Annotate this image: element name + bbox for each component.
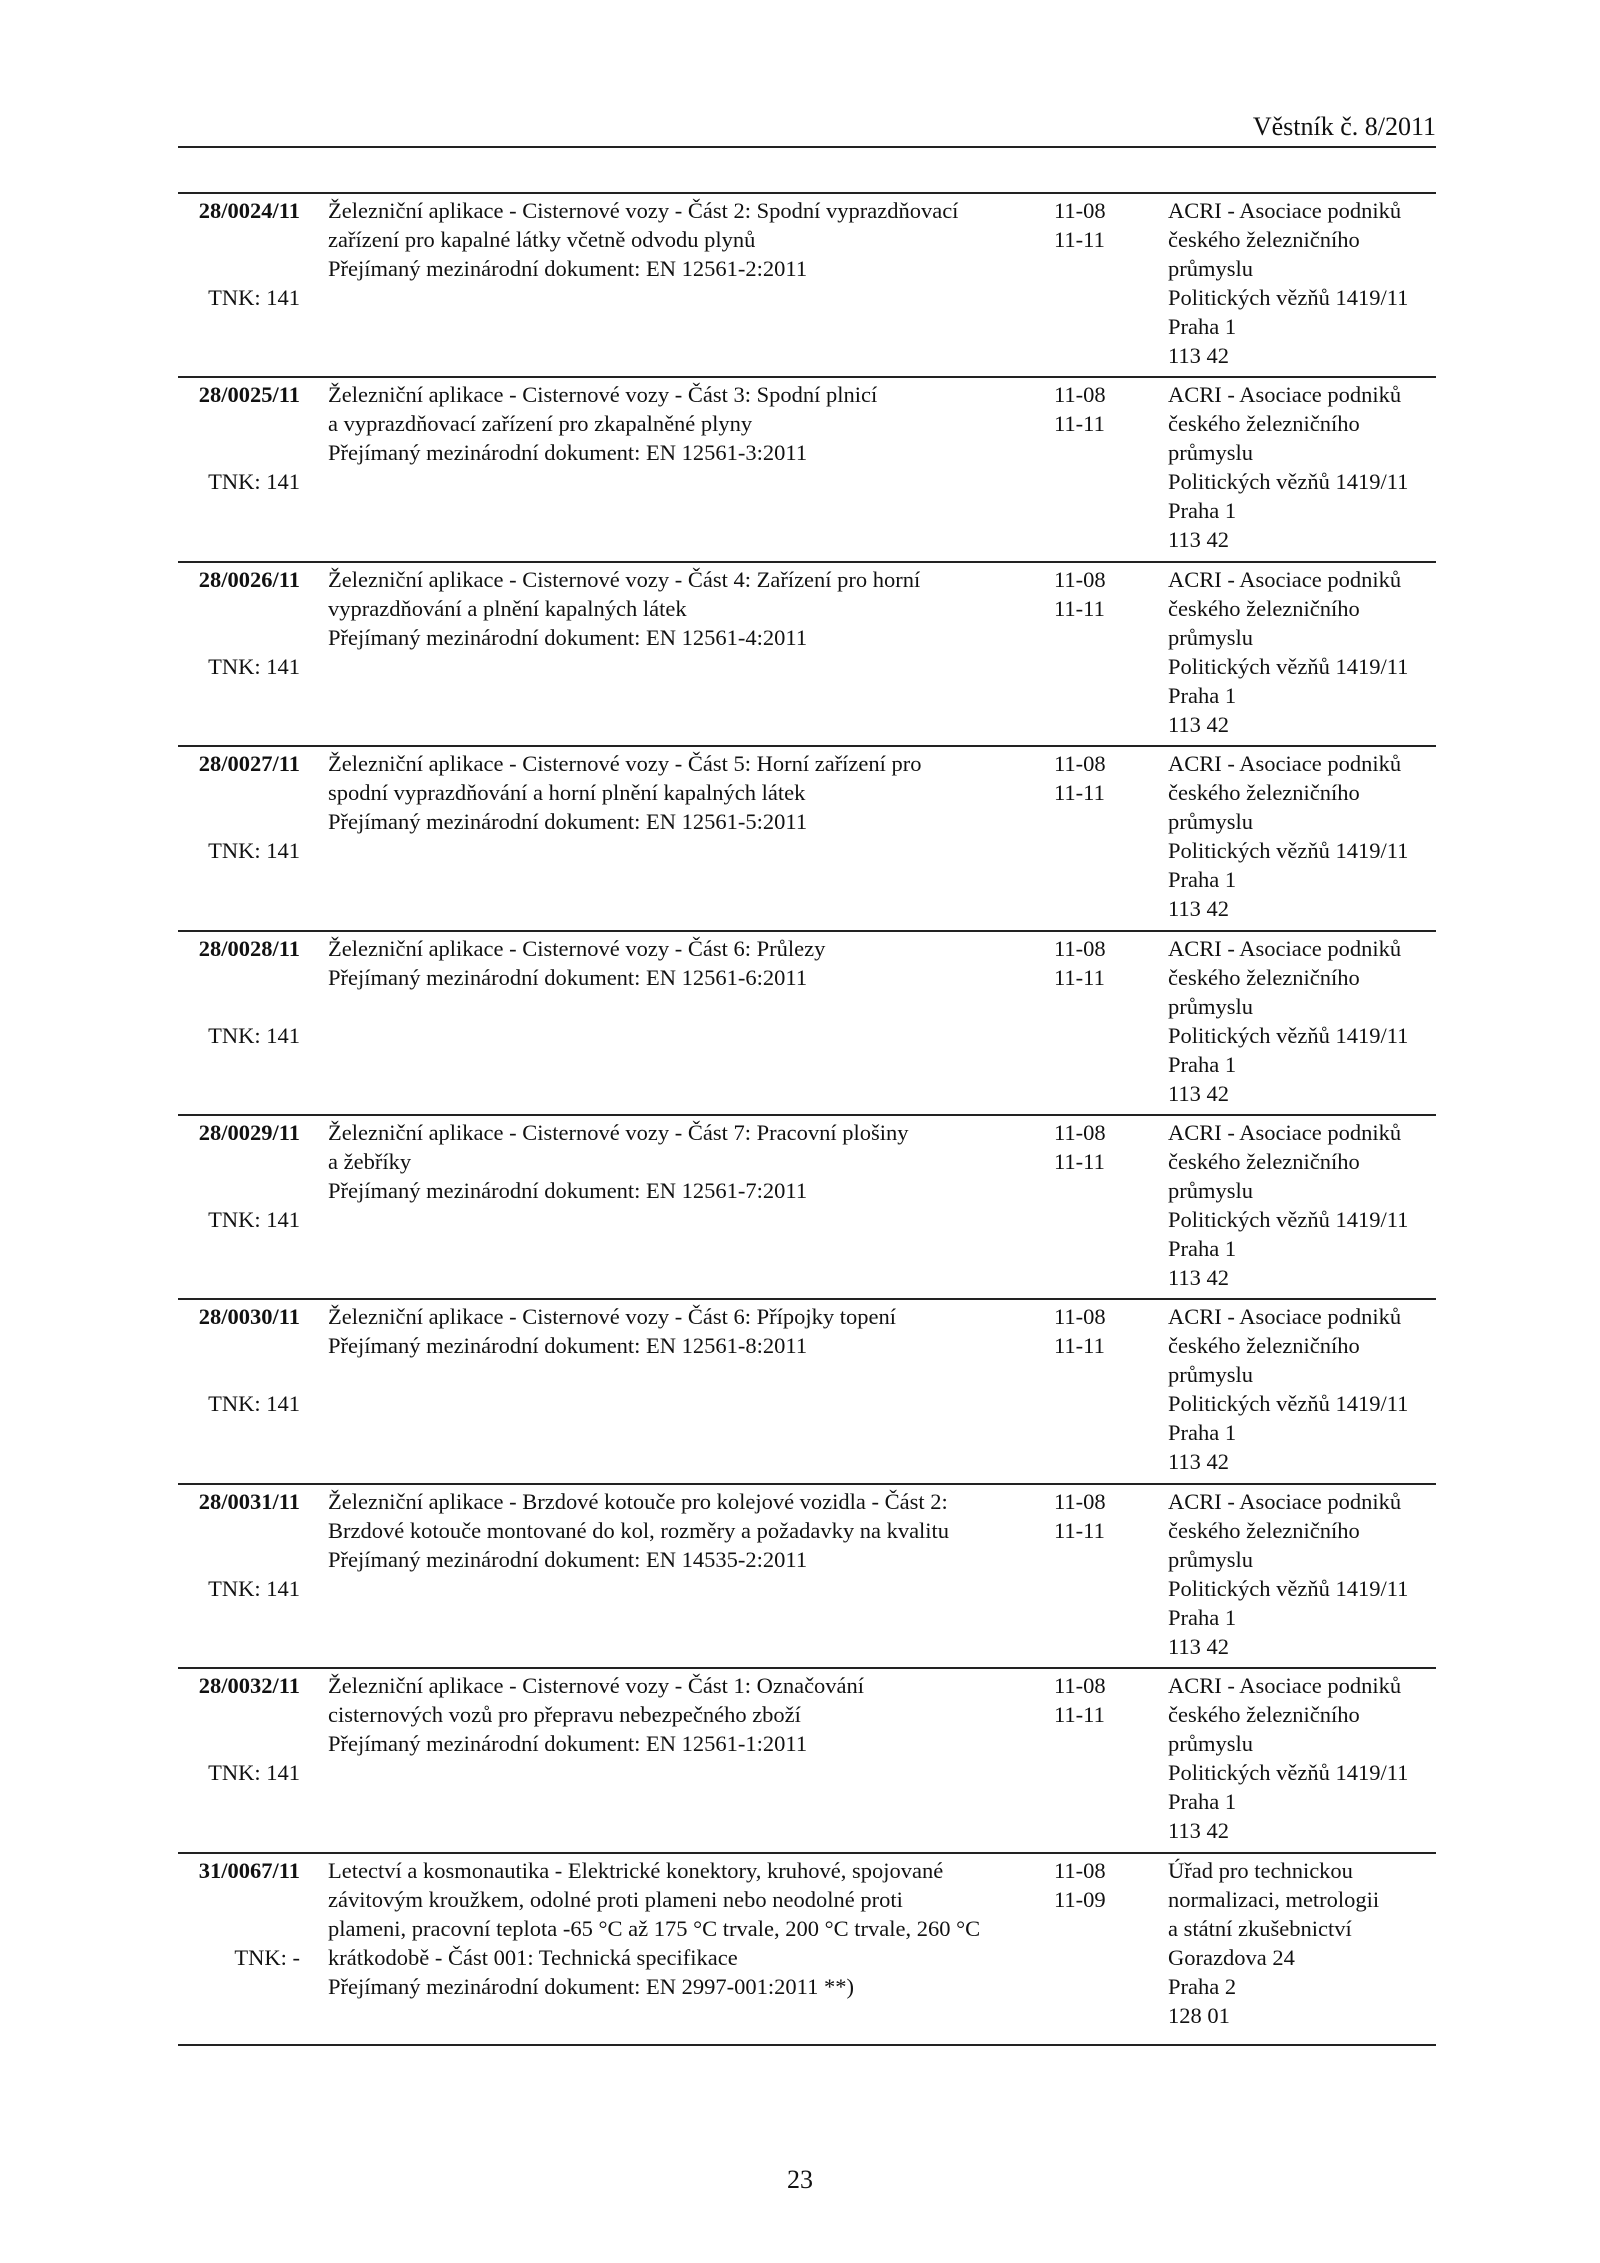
entry-date: 11-08 [1054,566,1106,592]
entry-dates-cell [1054,1302,1154,1360]
entry-address-line: a státní zkušebnictví [1168,1915,1352,1941]
entry-dates-cell [1054,380,1154,438]
table-row [178,1485,1436,1669]
entry-address-cell [1168,934,1438,1108]
entry-address-line: Úřad pro technickou [1168,1857,1353,1883]
entry-date: 11-11 [1054,595,1105,621]
entry-tnk: TNK: 141 [208,1760,300,1786]
entry-address-line: průmyslu [1168,1177,1254,1203]
entry-tnk: TNK: 141 [208,1206,300,1232]
entry-address-line: 113 42 [1168,527,1230,553]
entry-address-line: ACRI - Asociace podniků [1168,1304,1402,1330]
entry-date: 11-11 [1054,1148,1105,1174]
entry-title-line: Železniční aplikace - Cisternové vozy - Část 6: Přípojky topení [328,1304,896,1330]
entry-address-line: 128 01 [1168,2002,1230,2028]
entry-title-line: spodní vyprazdňování a horní plnění kapalných látek [328,780,806,806]
entry-address-line: Politických vězňů 1419/11 [1168,1022,1409,1048]
entry-dates-cell [1054,1487,1154,1545]
entry-date: 11-08 [1054,751,1106,777]
entry-address-cell [1168,1487,1438,1661]
entry-id-cell [178,380,300,496]
entry-tnk: TNK: 141 [208,653,300,679]
entry-dates-cell [1054,1118,1154,1176]
entry-address-cell [1168,380,1438,554]
entry-address-line: průmyslu [1168,440,1254,466]
entry-address-line: průmyslu [1168,993,1254,1019]
table-row [178,378,1436,562]
entry-title-line: Brzdové kotouče montované do kol, rozměry a požadavky na kvalitu [328,1517,950,1543]
entry-address-line: průmyslu [1168,1731,1254,1757]
entry-tnk: TNK: 141 [208,469,300,495]
entry-date: 11-11 [1054,964,1105,990]
entry-title-line: Železniční aplikace - Brzdové kotouče pro kolejové vozidla - Část 2: [328,1488,948,1514]
entry-date: 11-11 [1054,1702,1105,1728]
entry-address-line: 113 42 [1168,1818,1230,1844]
entry-address-line: Praha 1 [1168,314,1237,339]
entry-title-line: Přejímaný mezinárodní dokument: EN 12561-6:2011 [328,964,808,990]
entry-dates-cell [1054,565,1154,623]
entry-date: 11-08 [1054,935,1106,961]
entry-title-line: Přejímaný mezinárodní dokument: EN 2997-001:2011 **) [328,1973,854,1999]
entry-address-line: ACRI - Asociace podniků [1168,1119,1402,1145]
entry-code: 28/0031/11 [198,1488,300,1514]
table-row [178,1116,1436,1300]
page-number: 23 [787,2165,813,2194]
entry-code: 28/0026/11 [198,566,300,592]
entry-dates-cell [1054,1671,1154,1729]
entry-date: 11-08 [1054,198,1106,223]
entry-title-line: Železniční aplikace - Cisternové vozy - Část 3: Spodní plnicí [328,382,878,408]
entry-tnk: TNK: 141 [208,838,300,864]
entry-address-line: ACRI - Asociace podniků [1168,566,1402,592]
entry-address-line: Praha 1 [1168,498,1237,524]
entry-id-cell [178,1302,300,1418]
entry-date: 11-08 [1054,1857,1106,1883]
entry-address-line: Praha 1 [1168,1235,1237,1261]
entry-address-line: Politických vězňů 1419/11 [1168,1575,1409,1601]
entry-title-line: Železniční aplikace - Cisternové vozy - Část 5: Horní zařízení pro [328,751,922,777]
header-divider [178,146,1436,148]
entry-address-line: Gorazdova 24 [1168,1944,1295,1970]
entry-address-line: ACRI - Asociace podniků [1168,1673,1402,1699]
entry-dates-cell [1054,196,1154,254]
entry-code: 28/0025/11 [198,382,300,408]
entry-title-line: a vyprazdňovací zařízení pro zkapalněné plyny [328,411,753,437]
entry-address-line: Politických vězňů 1419/11 [1168,1206,1409,1232]
entry-address-line: českého železničního [1168,1333,1360,1359]
page-header: Věstník č. 8/2011 [1252,112,1436,141]
entry-address-line: 113 42 [1168,343,1230,368]
entry-address-line: ACRI - Asociace podniků [1168,935,1402,961]
entry-id-cell [178,565,300,681]
entry-title-line: Železniční aplikace - Cisternové vozy - Část 2: Spodní vyprazdňovací [328,198,959,223]
entry-address-cell [1168,1671,1438,1845]
entry-title-line: a žebříky [328,1148,412,1174]
entry-address-line: 113 42 [1168,1080,1230,1106]
entry-date: 11-09 [1054,1886,1106,1912]
entry-address-line: Praha 2 [1168,1973,1237,1999]
entry-title-line: zařízení pro kapalné látky včetně odvodu plynů [328,227,756,252]
entry-code: 28/0028/11 [198,935,300,961]
entry-code: 31/0067/11 [198,1857,300,1883]
entry-id-cell [178,934,300,1050]
entry-address-line: 113 42 [1168,711,1230,737]
entry-address-line: 113 42 [1168,896,1230,922]
entry-dates-cell [1054,749,1154,807]
entry-address-line: českého železničního [1168,1148,1360,1174]
entry-address-line: normalizaci, metrologii [1168,1886,1380,1912]
entry-date: 11-11 [1054,780,1105,806]
entry-title-line: Přejímaný mezinárodní dokument: EN 12561-1:2011 [328,1731,808,1757]
entry-address-line: průmyslu [1168,624,1254,650]
entry-address-cell [1168,1302,1438,1476]
entry-code: 28/0029/11 [198,1119,300,1145]
entry-address-line: ACRI - Asociace podniků [1168,751,1402,777]
entry-address-line: Politických vězňů 1419/11 [1168,1391,1409,1417]
entry-tnk: TNK: 141 [208,1391,300,1417]
entry-title-line: závitovým kroužkem, odolné proti plameni nebo neodolné proti [328,1886,903,1912]
entry-tnk: TNK: 141 [208,1022,300,1048]
table-row [178,1854,1436,2046]
entry-title-line: Přejímaný mezinárodní dokument: EN 12561-5:2011 [328,809,808,835]
entry-address-line: průmyslu [1168,1546,1254,1572]
entry-code: 28/0030/11 [198,1304,300,1330]
entry-address-line: českého železničního [1168,964,1360,990]
entry-date: 11-08 [1054,382,1106,408]
entry-address-line: Praha 1 [1168,867,1237,893]
entry-address-cell [1168,1118,1438,1292]
table-row [178,194,1436,378]
entry-address-cell [1168,1856,1438,2030]
entry-address-line: českého železničního [1168,595,1360,621]
entry-address-line: Praha 1 [1168,1420,1237,1446]
entry-code: 28/0032/11 [198,1673,300,1699]
entry-title-line: Přejímaný mezinárodní dokument: EN 12561-4:2011 [328,624,808,650]
standards-table [178,194,1436,2046]
entry-title-line: Přejímaný mezinárodní dokument: EN 12561-2:2011 [328,256,808,281]
entry-date: 11-11 [1054,411,1105,437]
entry-address-line: ACRI - Asociace podniků [1168,1488,1402,1514]
entry-address-line: ACRI - Asociace podniků [1168,382,1402,408]
entry-address-line: českého železničního [1168,411,1360,437]
entry-address-line: 113 42 [1168,1264,1230,1290]
entry-address-cell [1168,565,1438,739]
entry-title-line: Přejímaný mezinárodní dokument: EN 12561-7:2011 [328,1177,808,1203]
table-row [178,932,1436,1116]
entry-id-cell [178,1487,300,1603]
entry-address-line: českého železničního [1168,227,1360,252]
entry-address-line: Politických vězňů 1419/11 [1168,838,1409,864]
entry-title-line: Přejímaný mezinárodní dokument: EN 12561-8:2011 [328,1333,808,1359]
entry-address-line: Praha 1 [1168,1604,1237,1630]
entry-title-line: Přejímaný mezinárodní dokument: EN 14535-2:2011 [328,1546,808,1572]
entry-title-line: Železniční aplikace - Cisternové vozy - Část 4: Zařízení pro horní [328,566,921,592]
entry-address-line: Praha 1 [1168,1789,1237,1815]
entry-id-cell [178,749,300,865]
entry-address-line: Praha 1 [1168,682,1237,708]
entry-address-cell [1168,196,1438,370]
entry-title-line: vyprazdňování a plnění kapalných látek [328,595,687,621]
entry-address-line: českého železničního [1168,1517,1360,1543]
entry-title-line: Přejímaný mezinárodní dokument: EN 12561-3:2011 [328,440,808,466]
entry-dates-cell [1054,934,1154,992]
entry-address-line: Politických vězňů 1419/11 [1168,1760,1409,1786]
entry-address-line: ACRI - Asociace podniků [1168,198,1402,223]
entry-title-line: Železniční aplikace - Cisternové vozy - Část 6: Průlezy [328,935,826,961]
entry-address-line: Politických vězňů 1419/11 [1168,469,1409,495]
entry-date: 11-08 [1054,1673,1106,1699]
entry-title-line: Železniční aplikace - Cisternové vozy - Část 7: Pracovní plošiny [328,1119,909,1145]
entry-title-line: krátkodobě - Část 001: Technická specifikace [328,1944,738,1970]
entry-address-line: Politických vězňů 1419/11 [1168,653,1409,679]
entry-code: 28/0027/11 [198,751,300,777]
entry-date: 11-08 [1054,1304,1106,1330]
table-row [178,747,1436,931]
entry-address-cell [1168,749,1438,923]
entry-date: 11-08 [1054,1488,1106,1514]
entry-address-line: průmyslu [1168,256,1254,281]
entry-address-line: Praha 1 [1168,1051,1237,1077]
entry-address-line: průmyslu [1168,1362,1254,1388]
entry-title-line: plameni, pracovní teplota -65 °C až 175 °C trvale, 200 °C trvale, 260 °C [328,1915,981,1941]
entry-date: 11-11 [1054,227,1105,252]
entry-title-line: cisternových vozů pro přepravu nebezpečného zboží [328,1702,801,1728]
entry-tnk: TNK: 141 [208,285,300,310]
entry-address-line: 113 42 [1168,1449,1230,1475]
entry-date: 11-11 [1054,1517,1105,1543]
entry-tnk: TNK: 141 [208,1575,300,1601]
entry-date: 11-08 [1054,1119,1106,1145]
entry-dates-cell [1054,1856,1154,1914]
table-row [178,1669,1436,1853]
table-row [178,563,1436,747]
entry-address-line: 113 42 [1168,1633,1230,1659]
entry-tnk: TNK: - [234,1944,300,1970]
entry-date: 11-11 [1054,1333,1105,1359]
entry-id-cell [178,1118,300,1234]
entry-title-line: Letectví a kosmonautika - Elektrické konektory, kruhové, spojované [328,1857,944,1883]
entry-address-line: průmyslu [1168,809,1254,835]
entry-code: 28/0024/11 [198,198,300,223]
table-row [178,1300,1436,1484]
entry-title-line: Železniční aplikace - Cisternové vozy - Část 1: Označování [328,1673,865,1699]
entry-address-line: českého železničního [1168,1702,1360,1728]
entry-id-cell [178,1671,300,1787]
entry-address-line: českého železničního [1168,780,1360,806]
entry-id-cell [178,196,300,312]
entry-address-line: Politických vězňů 1419/11 [1168,285,1409,310]
entry-id-cell [178,1856,300,1972]
